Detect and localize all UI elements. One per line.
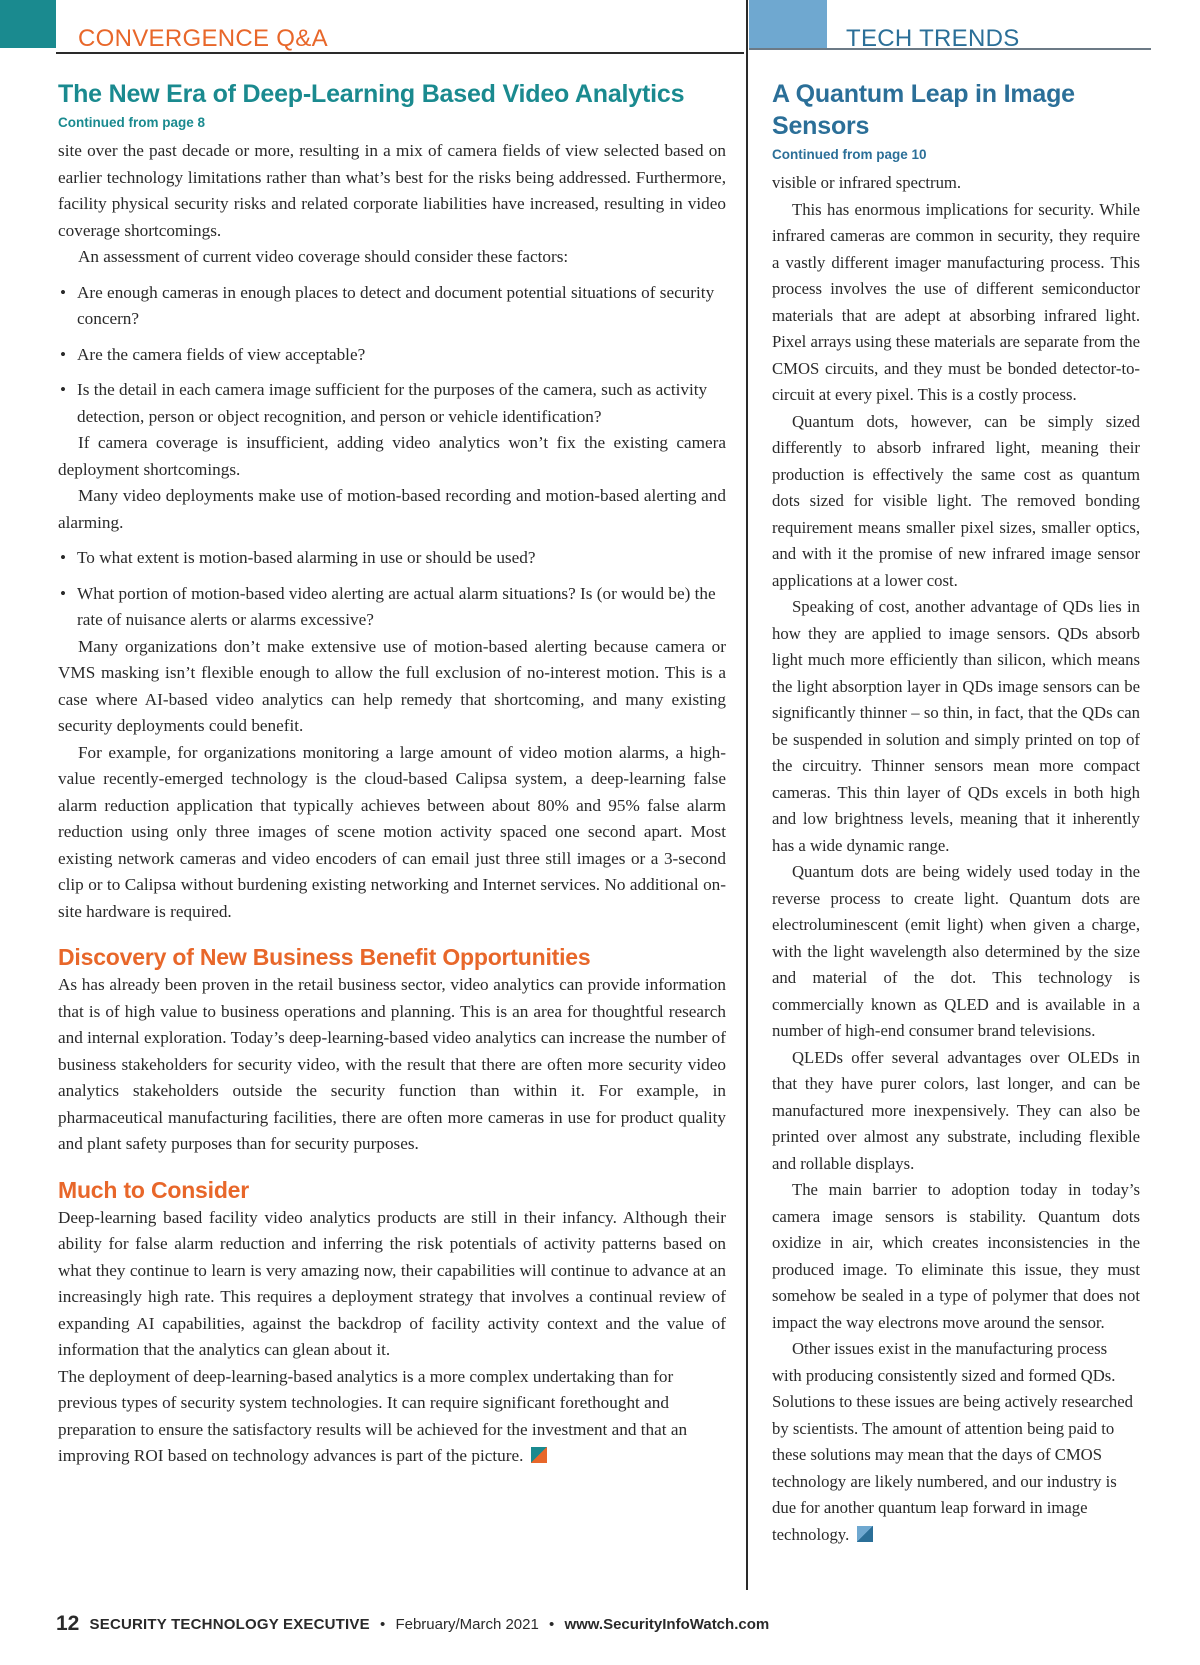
right-article-title: A Quantum Leap in Image Sensors — [772, 80, 1075, 140]
bullet-list-motion — [58, 545, 726, 634]
subheading-discovery: Discovery of New Business Benefit Opportunities — [58, 944, 591, 970]
end-mark-icon — [531, 1447, 547, 1463]
issue-date: February/March 2021 — [395, 1616, 539, 1633]
right-paragraph-2: This has enormous implications for security. While infrared cameras are common in security, they require a vastly different imager manufacturing process. This process involves the use of different semiconductor materials that are adept at absorbing infrared light. Pixel arrays using these materials are separate from the CMOS circuits, and they must be bonded detector-to-circuit at every pixel. This is a costly process. — [772, 199, 1140, 404]
list-item: • Are the camera fields of view acceptable? — [58, 342, 726, 369]
section-color-tab-left — [0, 0, 56, 48]
publication-name: SECURITY TECHNOLOGY EXECUTIVE — [89, 1616, 370, 1633]
left-paragraph-4: Many video deployments make use of motion-based recording and motion-based alerting and alarming. — [58, 486, 726, 532]
section-color-tab-right — [749, 0, 827, 48]
left-paragraph-1: site over the past decade or more, resulting in a mix of camera fields of view selected based on earlier technology limitations rather than what’s best for the risks being addressed. Furthermore, facility physical security risks and related corporate liabilities have increased, resulting in video coverage shortcomings. — [58, 141, 726, 240]
right-paragraph-6: QLEDs offer several advantages over OLEDs in that they have purer colors, last longer, and can be manufactured more inexpensively. They can also be printed over almost any substrate, including flexible and rollable displays. — [772, 1047, 1140, 1173]
right-continued-note: Continued from page 10 — [772, 147, 927, 162]
page-footer — [56, 1611, 1056, 1637]
left-paragraph-5: Many organizations don’t make extensive use of motion-based alerting because camera or VMS masking isn’t flexible enough to allow the full exclusion of no-interest motion. This is a case where AI-based video analytics can help remedy that shortcoming, and many existing security deployments could benefit. — [58, 636, 726, 735]
left-paragraph-6: For example, for organizations monitoring a large amount of video motion alarms, a high-value recently-emerged technology is the cloud-based Calipsa system, a deep-learning false alarm reduction application that typically achieves between about 80% and 95% false alarm reduction using only three images of scene motion activity spaced one second apart. Most existing network cameras and video encoders of can email just three still images or a 3-second clip or to Calipsa without burdening existing networking and Internet services. No additional on-site hardware is required. — [58, 742, 726, 921]
footer-separator: • — [380, 1616, 386, 1633]
list-item: • Are enough cameras in enough places to detect and document potential situations of security concern? — [58, 280, 726, 333]
right-paragraph-3: Quantum dots, however, can be simply sized differently to absorb infrared light, meaning their production is effectively the same cost as quantum dots sized for visible light. The removed bonding requirement means smaller pixel sizes, smaller optics, and with it the promise of new infrared image sensor applications at a lower cost. — [772, 411, 1140, 590]
list-item: • To what extent is motion-based alarming in use or should be used? — [58, 545, 726, 572]
left-continued-note: Continued from page 8 — [58, 115, 206, 130]
end-mark-icon — [857, 1526, 873, 1542]
right-paragraph-1: visible or infrared spectrum. — [772, 173, 962, 192]
left-paragraph-3: If camera coverage is insufficient, adding video analytics won’t fix the existing camera deployment shortcomings. — [58, 433, 726, 479]
subheading-much-to-consider: Much to Consider — [58, 1176, 250, 1203]
left-paragraph-8: Deep-learning based facility video analytics products are still in their infancy. Although their ability for false alarm reduction and inferring the risk potentials of activity patterns based on what they continue to learn is very amazing now, their capabilities will continue to advance at an increasingly high rate. This requires a deployment strategy that involves a continual review of expanding AI capabilities, against the backdrop of facility activity context and the value of information that the analytics can glean about it. — [58, 1207, 726, 1359]
column-divider — [746, 0, 748, 1590]
left-paragraph-7: As has already been proven in the retail business sector, video analytics can provide information that is of high value to business operations and planning. This is an area for thoughtful research and internal exploration. Today’s deep-learning-based video analytics can increase the number of business stakeholders for security video, with the result that there are often more security video analytics stakeholders outside the security function than within it. For example, in pharmaceutical manufacturing facilities, there are often more cameras in use for product quality and plant safety purposes than for security purposes. — [58, 975, 726, 1153]
left-article — [58, 78, 726, 1470]
section-label-tech-trends: TECH TRENDS — [846, 25, 1020, 52]
left-paragraph-9-text: The deployment of deep-learning-based analytics is a more complex undertaking than for previous types of security system technologies. It can require significant forethought and preparation to ensure the satisfactory results will be achieved for the investment and that an improving ROI based on technology advances is part of the picture. — [58, 1366, 688, 1465]
list-item: • What portion of motion-based video alerting are actual alarm situations? Is (or would be) the rate of nuisance alerts or alarms excessive? — [58, 581, 726, 634]
list-item: • Is the detail in each camera image sufficient for the purposes of the camera, such as activity detection, person or object recognition, and person or vehicle identification? — [58, 377, 726, 430]
right-paragraph-5: Quantum dots are being widely used today in the reverse process to create light. Quantum dots are electroluminescent (emit light) when given a charge, with the light wavelength also determined by the size and material of the dot. This technology is commercially known as QLED and is available in a number of high-end consumer brand televisions. — [772, 862, 1140, 1040]
right-paragraph-8-text: Other issues exist in the manufacturing process with producing consistently sized and formed QDs. Solutions to these issues are being actively researched by scientists. The amount of attention being paid to these solutions may mean that the days of CMOS technology are likely numbered, and our industry is due for another quantum leap forward in image technology. — [772, 1339, 1133, 1544]
left-paragraph-2: An assessment of current video coverage should consider these factors: — [78, 247, 569, 266]
right-paragraph-4: Speaking of cost, another advantage of QDs lies in how they are applied to image sensors. QDs absorb light much more efficiently than silicon, which means the light absorption layer in QDs image sensors can be significantly thinner – so thin, in fact, that the QDs can be suspended in solution and simply printed on top of the circuitry. Thinner sensors mean more compact cameras. This thin layer of QDs excels in both high and low brightness levels, meaning that it inherently has a wide dynamic range. — [772, 597, 1140, 855]
footer-separator: • — [549, 1616, 555, 1633]
left-article-title: The New Era of Deep-Learning Based Video Analytics — [58, 80, 685, 108]
website-link[interactable]: www.SecurityInfoWatch.com — [564, 1616, 770, 1633]
left-paragraph-9 — [58, 1364, 726, 1470]
bullet-list-coverage — [58, 280, 726, 431]
right-paragraph-7: The main barrier to adoption today in today’s camera image sensors is stability. Quantum dots oxidize in air, which creates inconsistencies in the produced image. To eliminate this issue, they must somehow be sealed in a type of polymer that does not impact the way electrons move around the sensor. — [772, 1180, 1140, 1332]
page-number: 12 — [56, 1612, 80, 1635]
right-article — [772, 78, 1140, 1548]
section-label-convergence: CONVERGENCE Q&A — [78, 25, 328, 52]
right-paragraph-8 — [772, 1336, 1140, 1548]
